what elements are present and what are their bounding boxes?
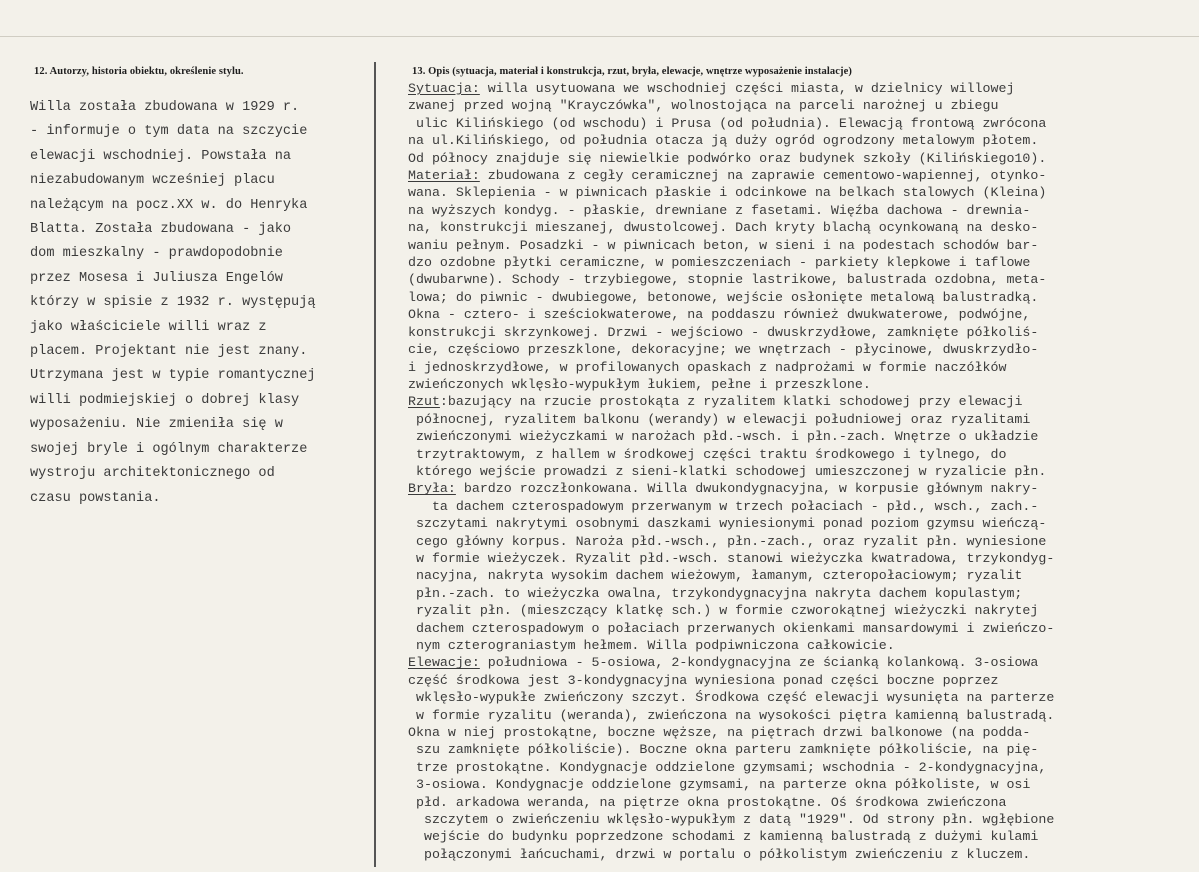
section-label: Materiał:: [408, 168, 480, 184]
history-line: jako właściciele willi wraz z: [30, 319, 267, 335]
description-text: płn.-zach. to wieżyczka owalna, trzykondygnacyjna nakryta dachem kopulastym;: [408, 585, 1023, 601]
description-line: [408, 411, 1198, 428]
description-text: ryzalit płn. (mieszczący klatkę sch.) w formie czworokątnej wieżyczki nakrytej: [408, 603, 1039, 619]
description-text: Okna - cztero- i sześciokwaterowe, na poddaszu również dwukwaterowe, podwójne,: [408, 307, 1031, 323]
description-text: ulic Kilińskiego (od wschodu) i Prusa (od południa). Elewacją frontową zwrócona: [408, 115, 1047, 131]
description-text: szczytem o zwieńczeniu wklęsło-wypukłym z datą "1929". Od strony płn. wgłębione: [408, 812, 1055, 828]
description-text: trze prostokątne. Kondygnacje oddzielone gzymsami; wschodnia - 2-kondygnacyjna,: [408, 759, 1047, 775]
description-line: [408, 776, 1198, 793]
description-line: [408, 254, 1198, 271]
description-line: [408, 80, 1198, 97]
description-text: i jednoskrzydłowe, w profilowanych opaskach z nadprożami w formie naczółków: [408, 359, 1007, 375]
description-text: bardzo rozczłonkowana. Willa dwukondygnacyjna, w korpusie głównym nakry-: [455, 481, 1039, 497]
description-line: [408, 132, 1198, 149]
description-line: [408, 97, 1198, 114]
description-line: [408, 219, 1198, 236]
description-line: [408, 289, 1198, 306]
column-divider: [374, 62, 376, 867]
description-text: zbudowana z cegły ceramicznej na zaprawie cementowo-wapiennej, otynko-: [479, 168, 1047, 184]
description-line: [408, 759, 1198, 776]
history-line: przez Mosesa i Juliusza Engelów: [30, 270, 283, 286]
history-line: Blatta. Została zbudowana - jako: [30, 222, 292, 238]
description-text: dzo ozdobne płytki ceramiczne, w pomieszczeniach - parkiety klepkowe i taflowe: [408, 255, 1031, 271]
history-line: należącym na pocz.XX w. do Henryka: [30, 197, 308, 213]
description-text: na, konstrukcji mieszanej, dwustolcowej. Dach kryty blachą ocynkowaną na desko-: [408, 220, 1039, 236]
history-line: niezabudowanym wcześniej placu: [30, 173, 275, 189]
description-text: Okna w niej prostokątne, boczne węższe, na piętrach drzwi balkonowe (na podda-: [408, 725, 1031, 741]
description-text: zwieńczonymi wieżyczkami w narożach płd.-wsch. i płn.-zach. Wnętrze o układzie: [408, 429, 1039, 445]
description-line: [408, 202, 1198, 219]
description-text: waniu pełnym. Posadzki - w piwnicach beton, w sieni i na podestach schodów bar-: [408, 237, 1039, 253]
history-line: czasu powstania.: [30, 490, 161, 506]
history-line: wyposażeniu. Nie zmieniła się w: [30, 417, 283, 433]
description-text: płd. arkadowa weranda, na piętrze okna prostokątne. Oś środkowa zwieńczona: [408, 794, 1007, 810]
history-line: willi podmiejskiej o dobrej klasy: [30, 392, 300, 408]
description-line: [408, 689, 1198, 706]
description-line: [408, 741, 1198, 758]
description-text: :bazujący na rzucie prostokąta z ryzalitem klatki schodowej przy elewacji: [439, 394, 1023, 410]
description-text: 3-osiowa. Kondygnacje oddzielone gzymsami, na parterze okna półkoliste, w osi: [408, 777, 1031, 793]
description-text: wana. Sklepienia - w piwnicach płaskie i odcinkowe na belkach stalowych (Kleina): [408, 185, 1047, 201]
description-line: [408, 463, 1198, 480]
description-text: zwieńczonych wklęsło-wypukłym łukiem, pełne i przeszklone.: [408, 376, 871, 392]
description-text: część środkowa jest 3-kondygnacyjna wyniesiona ponad części boczne poprzez: [408, 672, 999, 688]
history-line: swojej bryle i ogólnym charakterze: [30, 441, 308, 457]
description-text: południowa - 5-osiowa, 2-kondygnacyjna ze ścianką kolankową. 3-osiowa: [479, 655, 1039, 671]
description-text: nym czterograniastym hełmem. Willa podpiwniczona całkowicie.: [408, 638, 895, 653]
description-text: nacyjna, nakryta wysokim dachem wieżowym, łamanym, czteropołaciowym; ryzalit: [408, 568, 1023, 584]
description-line: [408, 724, 1198, 741]
description-line: [408, 515, 1198, 532]
description-line: [408, 393, 1198, 410]
description-text: w formie wieżyczek. Ryzalit płd.-wsch. stanowi wieżyczka kwatradowa, trzykondyg-: [408, 550, 1055, 566]
section-label: Sytuacja:: [408, 81, 480, 96]
history-line: Willa została zbudowana w 1929 r.: [30, 100, 300, 115]
description-line: [408, 672, 1198, 689]
description-text: cego główny korpus. Naroża płd.-wsch., płn.-zach., oraz ryzalit płn. wyniesione: [408, 533, 1047, 549]
description-line: [408, 637, 1198, 654]
description-text: którego wejście prowadzi z sieni-klatki schodowej umieszczonej w ryzalicie płn.: [408, 463, 1047, 479]
description-text: szczytami nakrytymi osobnymi daszkami wyniesionymi ponad poziom gzymsu wieńczą-: [408, 516, 1047, 532]
description-text: na wyższych kondyg. - płaskie, drewniane z fasetami. Więźba dachowa - drewnia-: [408, 202, 1031, 218]
section-label: Elewacje:: [408, 655, 480, 671]
description-line: [408, 585, 1198, 602]
description-line: [408, 359, 1198, 376]
description-text: Od północy znajduje się niewielkie podwórko oraz budynek szkoły (Kilińskiego10).: [408, 150, 1047, 166]
description-line: [408, 306, 1198, 323]
description-text: północnej, ryzalitem balkonu (werandy) w elewacji południowej oraz ryzalitami: [408, 411, 1031, 427]
description-line: [408, 707, 1198, 724]
description-line: [408, 446, 1198, 463]
description-line: [408, 428, 1198, 445]
description-text: dachem czterospadowym o połaciach przerwanych okienkami mansardowymi i zwieńczo-: [408, 620, 1055, 636]
description-text: wklęsło-wypukłe zwieńczony szczyt. Środkowa część elewacji wysunięta na parterze: [408, 690, 1055, 706]
description-line: [408, 376, 1198, 393]
description-text: na ul.Kilińskiego, od południa otacza ją duży ogród ogrodzony metalowym płotem.: [408, 133, 1039, 149]
history-line: dom mieszkalny - prawdopodobnie: [30, 246, 283, 262]
description-line: [408, 811, 1198, 828]
history-line: elewacji wschodniej. Powstała na: [30, 148, 292, 164]
description-line: [408, 324, 1198, 341]
description-text: (dwubarwne). Schody - trzybiegowe, stopnie lastrikowe, balustrada ozdobna, meta-: [408, 272, 1047, 288]
history-line: placem. Projektant nie jest znany.: [30, 344, 308, 360]
top-rule: [0, 36, 1199, 37]
history-line: którzy w spisie z 1932 r. występują: [30, 295, 316, 311]
history-line: wystroju architektonicznego od: [30, 466, 275, 482]
description-line: [408, 602, 1198, 619]
description-line: [408, 167, 1198, 184]
description-text: w formie ryzalitu (weranda), zwieńczona na wysokości piętra kamienną balustradą.: [408, 707, 1055, 723]
description-line: [408, 150, 1198, 167]
description-text: konstrukcji skrzynkowej. Drzwi - wejściowo - dwuskrzydłowe, zamknięte półkoliś-: [408, 324, 1039, 340]
description-line: [408, 654, 1198, 671]
description-text: trzytraktowym, z hallem w środkowej części traktu środkowego i tylnego, do: [408, 446, 1007, 462]
description-line: [408, 828, 1198, 845]
description-text: połączonymi łańcuchami, drzwi w portalu o półkolistym zwieńczeniu z kluczem.: [408, 846, 1031, 862]
description-text: lowa; do piwnic - dwubiegowe, betonowe, wejście osłonięte metalową balustradką.: [408, 289, 1039, 305]
description-text: wejście do budynku poprzedzone schodami z kamienną balustradą z dużymi kulami: [408, 829, 1039, 845]
description-line: [408, 480, 1198, 497]
description-line: [408, 550, 1198, 567]
description-text: szu zamknięte półkoliście). Boczne okna parteru zamknięte półkoliście, na pię-: [408, 742, 1039, 758]
description-line: [408, 341, 1198, 358]
description-text: cie, częściowo przeszklone, dekoracyjne; we wnętrzach - płycinowe, dwuskrzydło-: [408, 342, 1039, 358]
section-13-heading: 13. Opis (sytuacja, materiał i konstrukcja, rzut, bryła, elewacje, wnętrze wyposażenie instalacje): [412, 66, 852, 77]
description-line: [408, 567, 1198, 584]
description-text-column: [408, 80, 1198, 863]
description-text: ta dachem czterospadowym przerwanym w trzech połaciach - płd., wsch., zach.-: [408, 498, 1039, 514]
description-line: [408, 271, 1198, 288]
description-line: [408, 115, 1198, 132]
history-line: - informuje o tym data na szczycie: [30, 124, 308, 140]
description-line: [408, 794, 1198, 811]
description-line: [408, 533, 1198, 550]
section-label: Rzut: [408, 394, 440, 410]
description-line: [408, 620, 1198, 637]
description-text: willa usytuowana we wschodniej części miasta, w dzielnicy willowej: [479, 81, 1015, 96]
description-line: [408, 846, 1198, 863]
section-label: Bryła:: [408, 481, 456, 497]
history-line: Utrzymana jest w typie romantycznej: [30, 368, 316, 384]
description-line: [408, 184, 1198, 201]
description-line: [408, 498, 1198, 515]
history-text-column: [30, 96, 372, 511]
section-12-heading: 12. Autorzy, historia obiektu, określenie stylu.: [34, 66, 244, 77]
description-text: zwanej przed wojną "Krayczówka", wolnostojąca na parceli narożnej u zbiegu: [408, 98, 999, 114]
description-line: [408, 237, 1198, 254]
